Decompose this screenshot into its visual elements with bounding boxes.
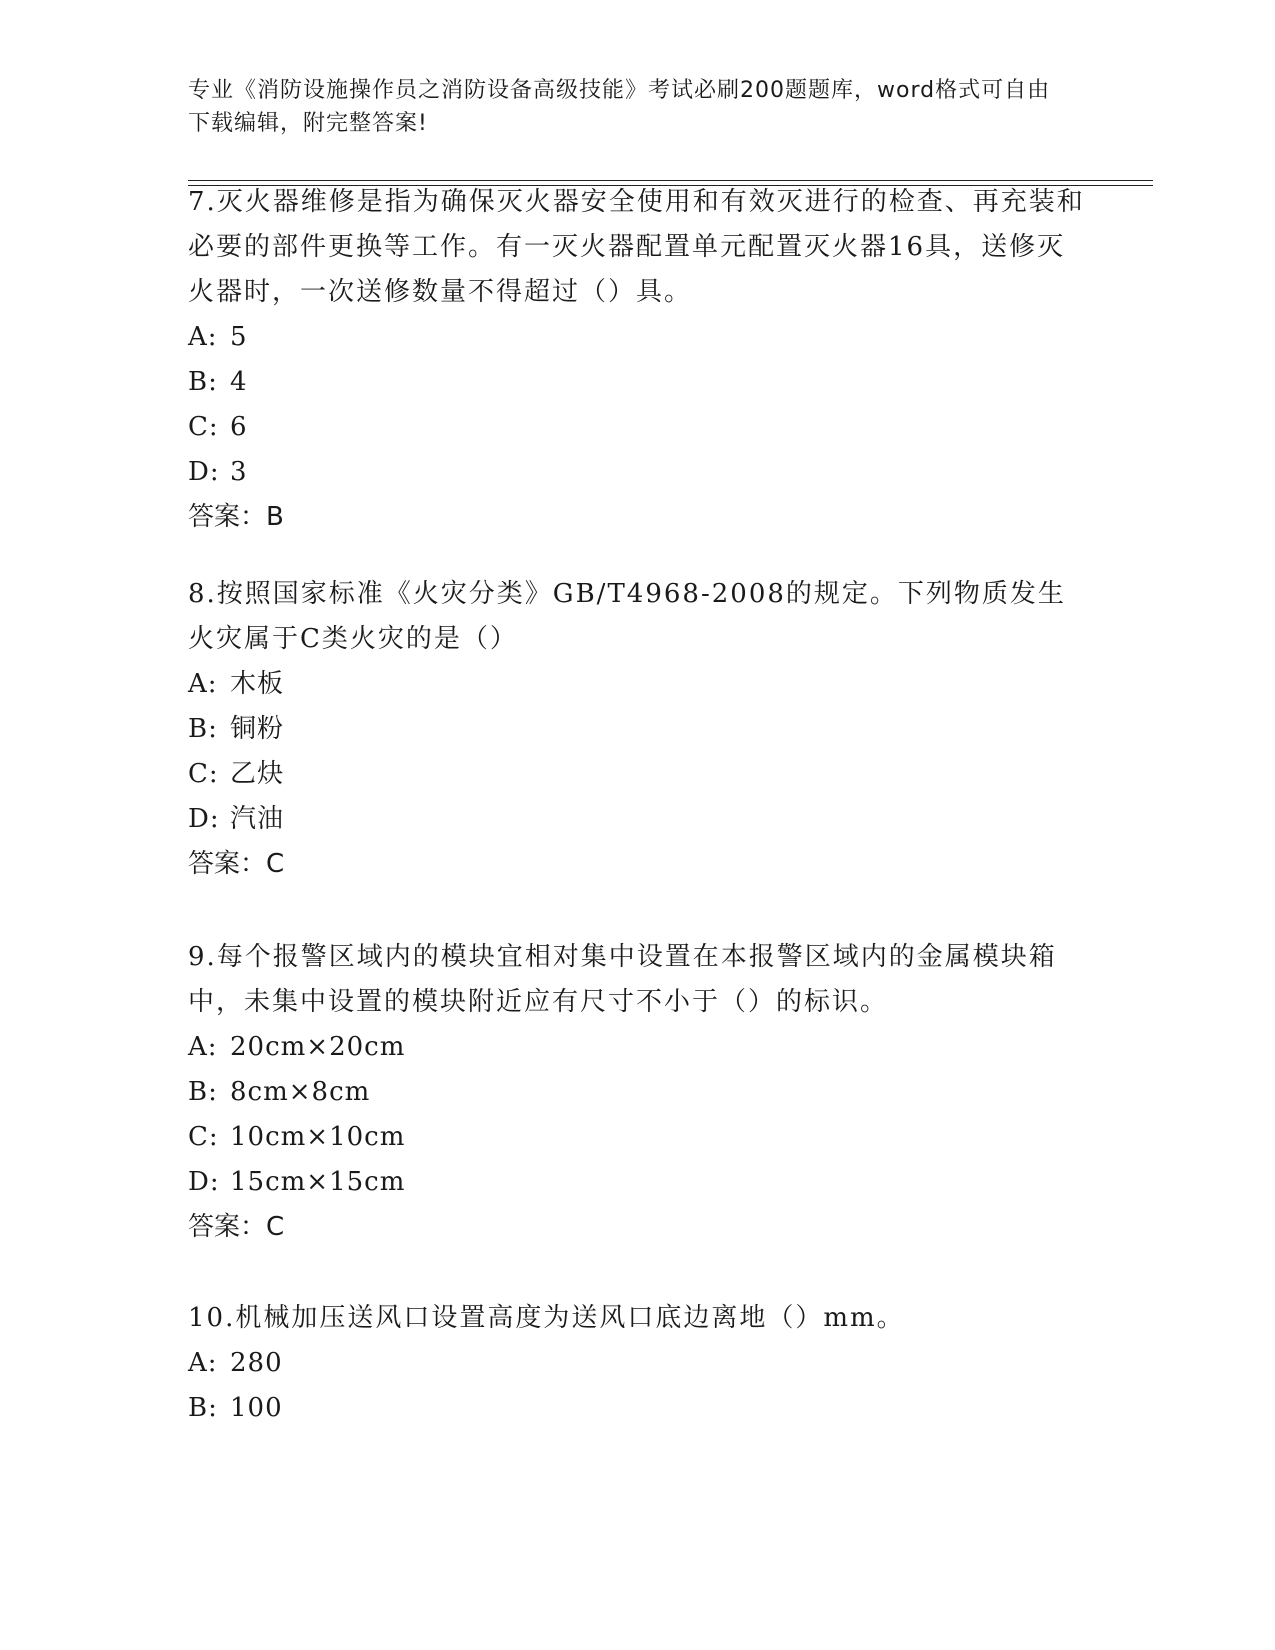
option-letter: C: [188,412,219,442]
option-letter: B: [188,367,218,397]
option-letter: C: [188,759,219,789]
option-letter: B: [188,1393,218,1423]
option-letter: D: [188,457,220,487]
option-text: 280 [230,1348,283,1378]
option-text: 3 [230,457,248,487]
option-a [188,662,1088,707]
option-letter: A: [188,1032,218,1062]
question-stem: 10.机械加压送风口设置高度为送风口底边离地（）mm。 [188,1303,905,1333]
option-letter: D: [188,1167,220,1197]
option-letter: C: [188,1122,219,1152]
question-stem: 9.每个报警区域内的模块宜相对集中设置在本报警区域内的金属模块箱中，未集中设置的模块附近应有尺寸不小于（）的标识。 [188,942,1057,1017]
question-7 [188,180,1088,540]
question-stem: 8.按照国家标准《火灾分类》GB/T4968-2008的规定。下列物质发生火灾属于C类火灾的是（） [188,579,1066,654]
option-b [188,1386,1088,1431]
option-text: 6 [230,412,248,442]
option-a [188,1025,1088,1070]
option-c [188,752,1088,797]
question-stem: 7.灭火器维修是指为确保灭火器安全使用和有效灭进行的检查、再充装和必要的部件更换等工作。有一灭火器配置单元配置灭火器16具，送修灭火器时，一次送修数量不得超过（）具。 [188,187,1085,307]
option-text: 木板 [230,669,285,699]
option-a [188,1341,1088,1386]
answer-line: 答案：C [188,1212,285,1242]
option-d [188,450,1088,495]
option-letter: B: [188,1077,218,1107]
question-9 [188,935,1088,1250]
option-letter: A: [188,1348,218,1378]
option-text: 15cm×15cm [230,1167,406,1197]
option-text: 20cm×20cm [230,1032,406,1062]
option-text: 5 [230,322,248,352]
option-text: 乙炔 [230,759,285,789]
option-c [188,405,1088,450]
option-b [188,360,1088,405]
option-d [188,1160,1088,1205]
option-letter: B: [188,714,218,744]
option-b [188,1070,1088,1115]
option-a [188,315,1088,360]
option-text: 8cm×8cm [230,1077,371,1107]
question-8 [188,572,1088,887]
document-header [188,74,1068,140]
option-letter: D: [188,804,220,834]
option-letter: A: [188,669,218,699]
option-c [188,1115,1088,1160]
question-10 [188,1296,1088,1431]
answer-line: 答案：C [188,849,285,879]
answer-line: 答案：B [188,502,284,532]
option-text: 铜粉 [230,714,285,744]
header-intro-text: 专业《消防设施操作员之消防设备高级技能》考试必刷200题题库，word格式可自由下载编辑，附完整答案! [188,78,1051,136]
option-d [188,797,1088,842]
option-text: 10cm×10cm [230,1122,406,1152]
option-text: 4 [230,367,248,397]
option-letter: A: [188,322,218,352]
option-text: 汽油 [230,804,285,834]
option-text: 100 [230,1393,283,1423]
option-b [188,707,1088,752]
